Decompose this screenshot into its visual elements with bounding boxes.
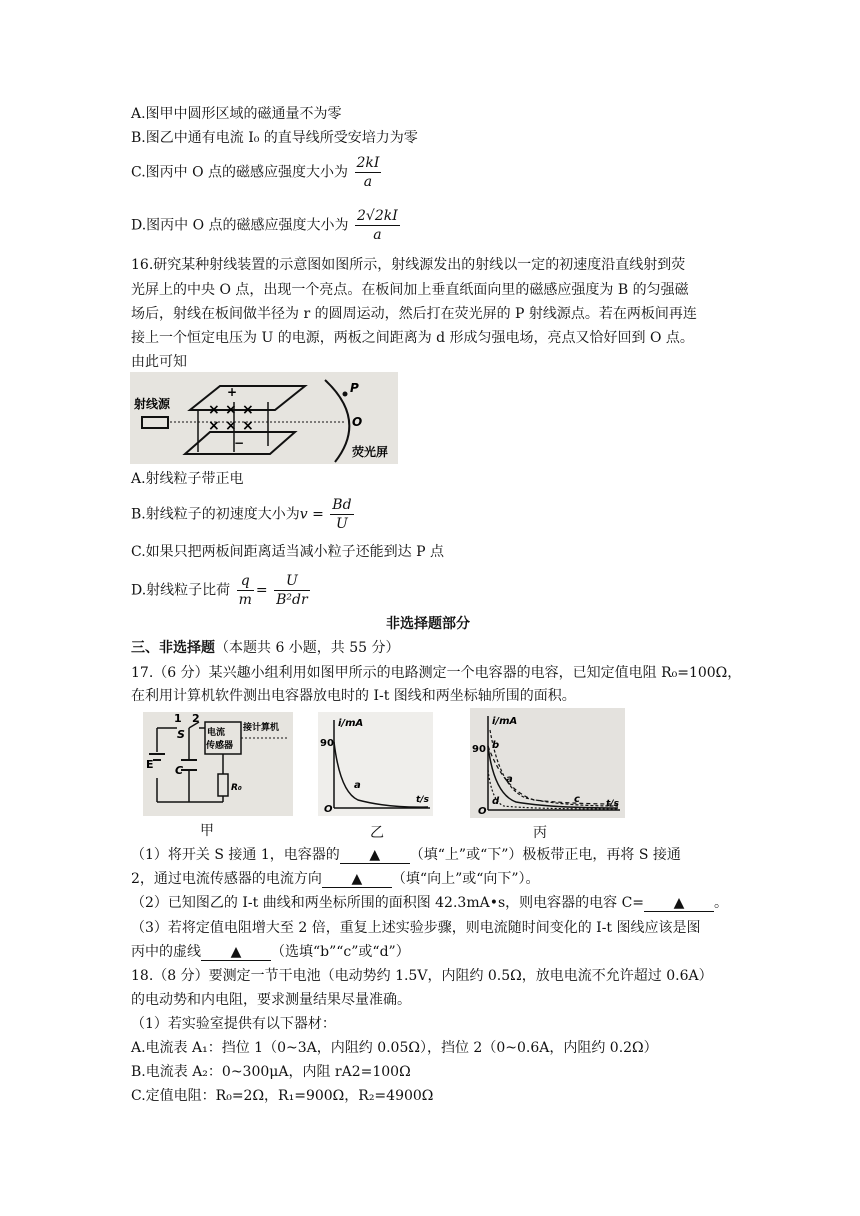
section-heading [131,638,400,658]
q17-p1d: （填“向上”或“向下”）。 [391,871,540,887]
point-p [343,392,348,397]
bing-label-c: c [574,794,580,805]
switch-pos-1: 1 [174,712,182,725]
q18-option-b: B.电流表 A₂：0~300μA，内阻 rA2=100Ω [131,1064,411,1080]
bing-origin: O [478,806,487,817]
screen-label: 荧光屏 [352,445,389,459]
q15-c-denominator: a [363,174,373,190]
q15-c-numerator: 2kI [356,155,380,171]
svg-text:×: × [242,418,254,434]
q16-d-right-denominator: B²dr [276,592,308,608]
q17-graph-bing-svg [470,708,625,818]
q16-b-denominator: U [336,516,348,532]
svg-text:×: × [225,402,237,418]
sensor-label-1: 电流 [207,728,226,738]
svg-text:×: × [208,402,220,418]
q17-p3c: （选填“b”“c”或“d”） [271,944,410,960]
q15-option-a: A.图甲中圆形区域的磁通量不为零 [131,106,342,122]
magnetic-field-crosses [208,402,254,434]
answer-blank-1[interactable]: ▲ [340,847,410,864]
q16-stem-line3: 场后，射线在板间做半径为 r 的圆周运动，然后打在荧光屏的 P 射线源点。若在两板间再连 [131,306,697,322]
q16-d-right-fraction [274,572,310,609]
svg-text:×: × [208,418,220,434]
q16-option-d-text: D.射线粒子比荷 [131,582,231,599]
label-o: O [352,415,363,429]
caption-bing: 丙 [533,825,547,841]
switch-label: S [177,728,185,741]
capacitor-label: C [175,764,184,777]
q15-option-c-text: C.图丙中 O 点的磁感应强度大小为 [131,164,349,181]
q16-option-b [131,496,356,533]
q16-d-left-denominator: m [238,592,252,608]
bing-label-b: b [492,740,500,751]
q16-option-b-fraction [330,496,353,533]
q15-option-c [131,154,383,191]
q17-graph-bing [470,708,625,818]
section-heading-note: （本题共 6 小题，共 55 分） [215,640,400,656]
caption-yi: 乙 [370,825,384,841]
q17-part3-line2 [131,942,410,962]
q17-part3-line1: （3）若将定值电阻增大至 2 倍，重复上述实验步骤，则电流随时间变化的 I-t 图线应该是图 [131,920,701,936]
bing-label-d: d [492,796,500,807]
q17-graph-yi [318,712,433,816]
q16-d-equals: = [255,582,268,599]
q17-part2 [131,893,728,913]
yi-origin: O [324,804,333,815]
q17-p2b: 。 [714,895,729,911]
label-p: P [350,381,359,395]
ray-source-box [142,417,168,428]
yi-y-label: i/mA [338,718,364,729]
battery-label: E [146,758,154,771]
q15-d-numerator: 2√2kI [357,208,398,224]
q15-option-d-text: D.图丙中 O 点的磁感应强度大小为 [131,217,349,234]
answer-blank-3[interactable]: ▲ [644,895,714,912]
q17-p2a: （2）已知图乙的 I-t 曲线和两坐标所围的面积图 42.3mA•s，则电容器的电容 C= [131,895,645,911]
q17-p1a: （1）将开关 S 接通 1，电容器的 [131,847,340,863]
q15-option-c-fraction [355,154,382,191]
q17-p1c: 2，通过电流传感器的电流方向 [131,871,322,887]
answer-blank-4[interactable]: ▲ [201,944,271,961]
q16-option-b-lhs: v = [299,506,324,523]
section-heading-main: 三、非选择题 [131,640,215,656]
capacitor-symbol [181,760,197,770]
yi-x-label: t/s [416,795,429,805]
bing-curve-b [490,730,618,806]
sensor-label-2: 传感器 [206,741,234,751]
bing-y-label: i/mA [492,716,518,727]
q17-part1-line1 [131,845,681,865]
q16-d-right-numerator: U [274,572,310,591]
yi-tick-90: 90 [320,738,334,749]
switch-pos-2: 2 [192,712,200,725]
q17-part1-line2 [131,869,540,889]
q16-b-numerator: Bd [332,497,352,513]
q17-stem-line1: 17.（6 分）某兴趣小组利用如图甲所示的电路测定一个电容器的电容，已知定值电阻 R₀=100Ω， [131,665,742,681]
q16-d-left-fraction [237,572,254,609]
section-title: 非选择题部分 [386,616,470,632]
q15-option-d-fraction [355,207,400,244]
q18-stem-line1: 18.（8 分）要测定一节干电池（电动势约 1.5V，内阻约 0.5Ω，放电电流不允许超过 0.6A） [131,968,713,984]
q16-option-b-text: B.射线粒子的初速度大小为 [131,506,300,523]
q17-graph-yi-svg [318,712,433,816]
q16-stem-line4: 接上一个恒定电压为 U 的电源，两板之间距离为 d 形成匀强电场，亮点又恰好回到 O 点。 [131,330,694,346]
svg-text:×: × [242,402,254,418]
q18-option-a: A.电流表 A₁：挡位 1（0~3A，内阻约 0.05Ω），挡位 2（0~0.6A，内阻约 0.2Ω） [131,1040,658,1056]
q16-device-figure [130,372,398,464]
computer-label: 接计算机 [243,723,280,733]
answer-blank-2[interactable]: ▲ [322,871,392,888]
q17-stem-line2: 在利用计算机软件测出电容器放电时的 I-t 图线和两坐标轴所围的面积。 [131,688,576,704]
bing-x-label: t/s [606,799,619,809]
ray-source-label: 射线源 [134,397,171,411]
q16-stem-line2: 光屏上的中央 O 点，出现一个亮点。在板间加上垂直纸面向里的磁感应强度为 B 的匀强磁 [131,282,689,298]
q15-option-d [131,207,402,244]
bing-tick-90: 90 [472,744,486,755]
q16-stem-line5: 由此可知 [131,354,187,370]
yi-curve-a [334,742,428,807]
yi-curve-label-a: a [354,780,361,791]
svg-text:×: × [225,418,237,434]
caption-jia: 甲 [200,823,214,839]
q17-p3b: 丙中的虚线 [131,944,201,960]
minus-sign: − [234,436,245,450]
q16-option-a: A.射线粒子带正电 [131,471,244,487]
q16-device-diagram [130,372,398,464]
q15-option-b: B.图乙中通有电流 I₀ 的直导线所受安培力为零 [131,130,418,146]
q16-stem-line1: 16.研究某种射线装置的示意图如图所示，射线源发出的射线以一定的初速度沿直线射到荧 [131,257,686,273]
q17-p1b: （填“上”或“下”）极板带正电，再将 S 接通 [409,847,681,863]
resistor-r0 [218,774,228,796]
q18-stem-line2: 的电动势和内电阻，要求测量结果尽量准确。 [131,992,411,1008]
q18-option-c: C.定值电阻：R₀=2Ω，R₁=900Ω，R₂=4900Ω [131,1088,434,1104]
q16-option-c: C.如果只把两板间距离适当减小粒子还能到达 P 点 [131,544,444,560]
resistor-label: R₀ [231,783,242,793]
q17-circuit-diagram [143,712,293,816]
bing-label-a: a [506,774,513,785]
q16-d-left-numerator: q [237,572,254,591]
q15-d-denominator: a [373,227,382,243]
q16-option-d [131,572,312,609]
plus-sign: + [227,385,238,399]
q17-circuit-figure [143,712,293,816]
q18-part1: （1）若实验室提供有以下器材： [131,1016,336,1032]
